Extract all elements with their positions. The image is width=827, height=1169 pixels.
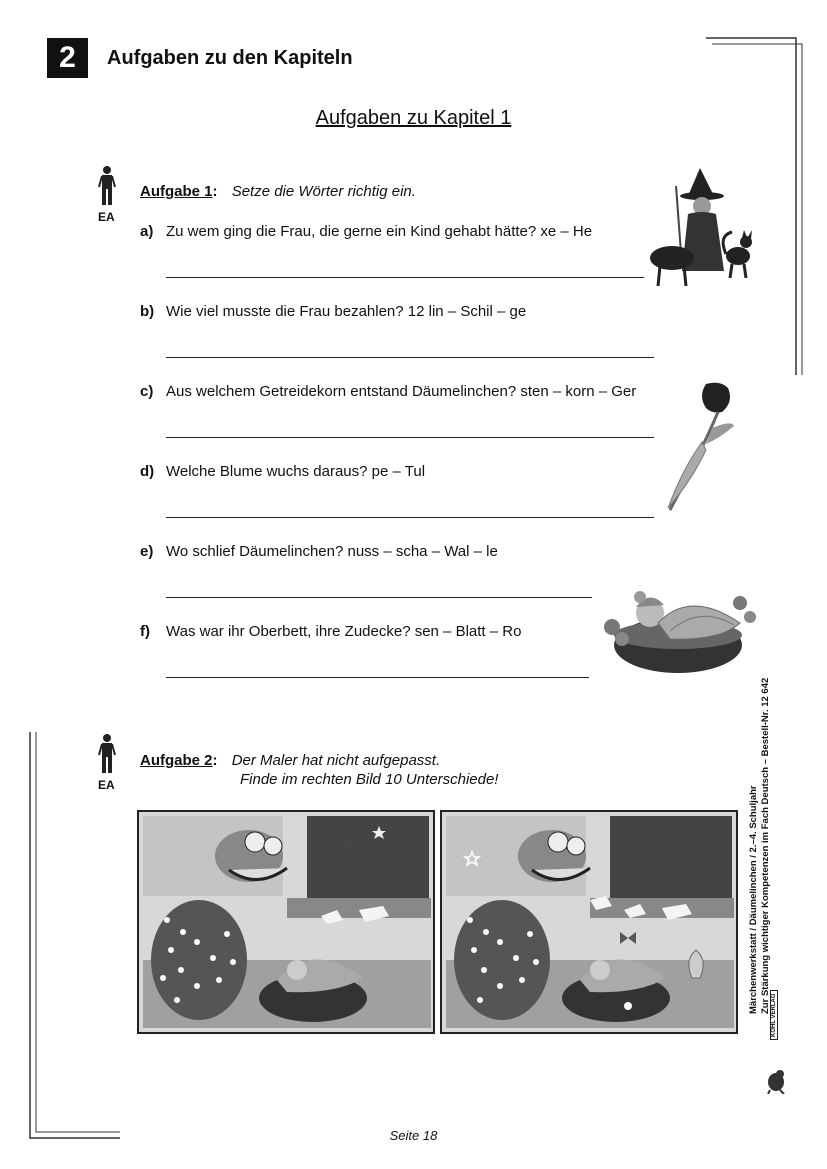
- task1-colon: :: [212, 183, 218, 200]
- question-text: Wo schlief Däumelinchen? nuss – scha – Wal – le: [166, 543, 498, 560]
- question-letter: b): [140, 303, 155, 320]
- question-c: [140, 383, 636, 400]
- question-letter: f): [140, 623, 150, 640]
- task2-instruction-line2-wrap: [240, 771, 498, 788]
- ea-badge: EA: [98, 778, 115, 792]
- question-b: [140, 303, 526, 320]
- question-text: Wie viel musste die Frau bezahlen? 12 lin – Schil – ge: [166, 303, 527, 320]
- answer-line-f[interactable]: [166, 677, 589, 678]
- task2-heading: [140, 751, 440, 771]
- question-text: Zu wem ging die Frau, die gerne ein Kind gehabt hätte? xe – He: [166, 223, 593, 240]
- task2-colon: :: [212, 752, 218, 769]
- person-icon: [97, 733, 117, 778]
- question-letter: a): [140, 223, 154, 240]
- question-d: [140, 463, 425, 480]
- witch-illustration: [648, 166, 758, 292]
- question-text: Welche Blume wuchs daraus? pe – Tul: [166, 463, 426, 480]
- chapter-number: 2: [59, 41, 76, 74]
- section-title: Aufgaben zu Kapitel 1: [315, 107, 512, 129]
- question-letter: e): [140, 543, 154, 560]
- walnut-bed-illustration: [600, 583, 760, 683]
- task2-label: Aufgabe 2: [140, 752, 213, 769]
- task1-label: Aufgabe 1: [140, 183, 213, 200]
- chapter-title: Aufgaben zu den Kapiteln: [107, 47, 353, 69]
- question-e: [140, 543, 498, 560]
- question-text: Was war ihr Oberbett, ihre Zudecke? sen – Blatt – Ro: [166, 623, 522, 640]
- question-a: [140, 223, 592, 240]
- ea-badge: EA: [98, 210, 115, 224]
- question-text: Aus welchem Getreidekorn entstand Däumelinchen? sten – korn – Ger: [166, 383, 637, 400]
- original-picture: [137, 810, 435, 1034]
- answer-line-b[interactable]: [166, 357, 654, 358]
- chapter-number-box: [47, 38, 88, 78]
- answer-line-d[interactable]: [166, 517, 654, 518]
- question-letter: d): [140, 463, 155, 480]
- side-line-1: Märchenwerkstatt / Däumelinchen / 2.–4. Schuljahr: [748, 785, 759, 1014]
- publisher-mascot-icon: [766, 1068, 788, 1094]
- task2-instruction-line2: Finde im rechten Bild 10 Unterschiede!: [240, 771, 499, 788]
- task1-instruction: Setze die Wörter richtig ein.: [231, 183, 416, 200]
- person-icon: [97, 165, 117, 210]
- publisher-logo: KOHL VERLAG: [770, 990, 778, 1040]
- publisher-side-text: [748, 654, 772, 1014]
- side-line-2: Zur Stärkung wichtiger Kompetenzen im Fach Deutsch – Bestell-Nr. 12 642: [760, 677, 771, 1014]
- task1-heading: [140, 183, 416, 200]
- question-f: [140, 623, 521, 640]
- answer-line-c[interactable]: [166, 437, 654, 438]
- answer-line-a[interactable]: [166, 277, 644, 278]
- changed-picture: [440, 810, 738, 1034]
- task2-instruction-line1: Der Maler hat nicht aufgepasst.: [231, 752, 441, 769]
- tulip-illustration: [662, 380, 737, 515]
- answer-line-e[interactable]: [166, 597, 592, 598]
- page-number: Seite 18: [389, 1128, 438, 1143]
- question-letter: c): [140, 383, 154, 400]
